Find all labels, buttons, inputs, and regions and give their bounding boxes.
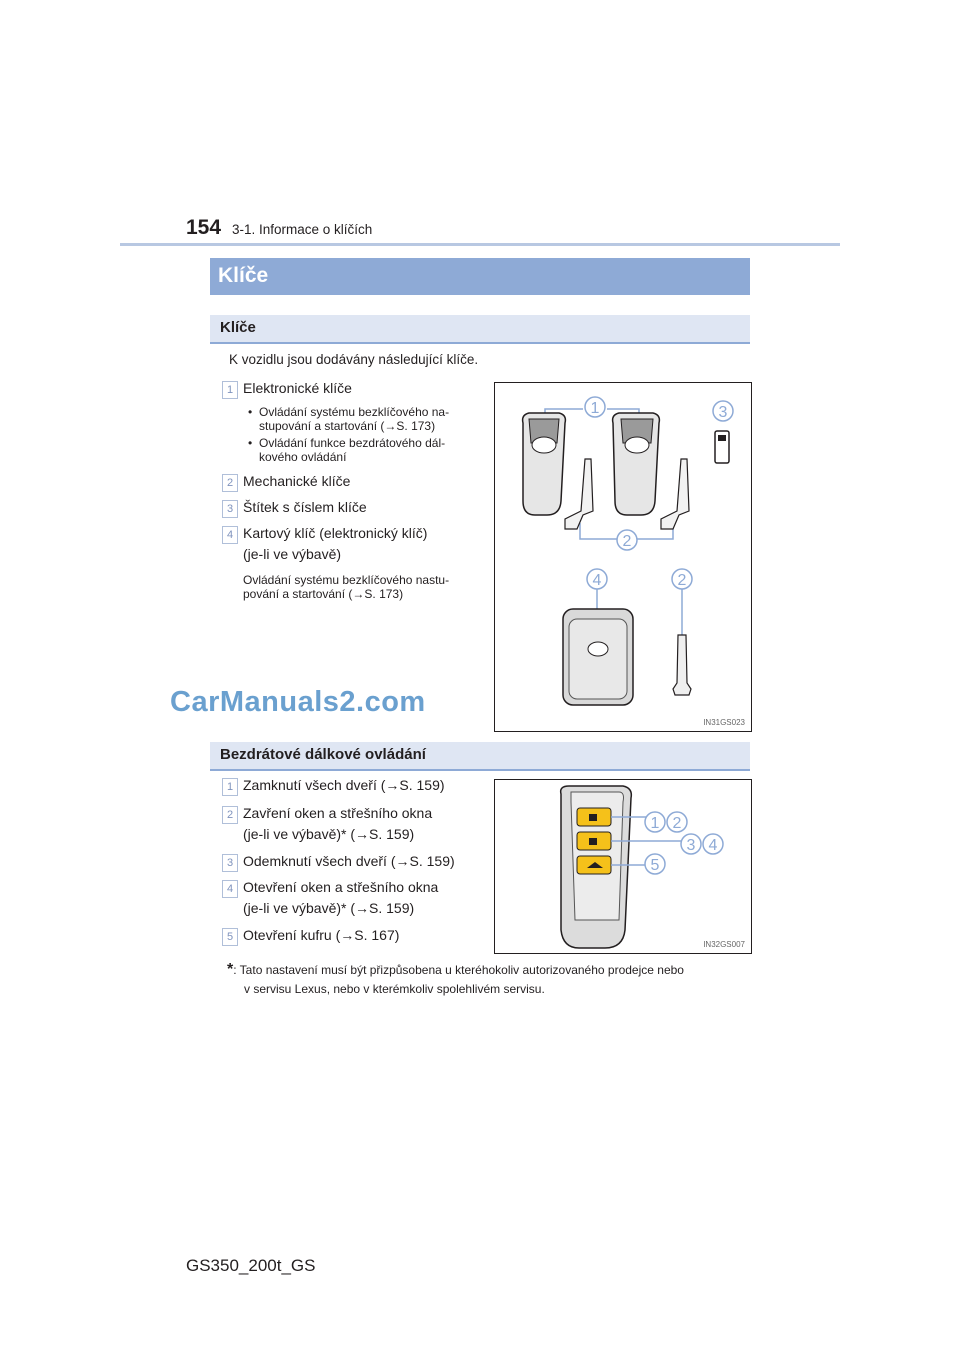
footnote-line: : Tato nastavení musí být přizpůsobena u kteréhokoliv autorizovaného prodejce nebo <box>233 963 684 977</box>
bullet-line: Ovládání systému bezklíčového na- <box>259 405 450 419</box>
keys-item-card: Kartový klíč (elektronický klíč) <box>243 525 428 541</box>
figure-code: IN32GS007 <box>703 940 745 949</box>
footnote <box>227 960 752 999</box>
page-number: 154 <box>186 216 222 239</box>
callout-label: 1 <box>650 815 660 832</box>
item-number: 2 <box>222 806 238 824</box>
lock-icon <box>589 814 597 821</box>
callout-label: 2 <box>677 572 687 589</box>
keys-item-card-availability: (je-li ve výbavě) <box>243 546 342 562</box>
item-number: 4 <box>222 880 238 898</box>
callout-label: 3 <box>686 837 696 854</box>
callout-label: 3 <box>718 404 728 421</box>
keys-subtitle-bar <box>210 315 750 344</box>
item-number: 3 <box>222 500 238 518</box>
remote-figure <box>494 779 752 954</box>
header-rule <box>120 243 840 246</box>
section-title: Klíče <box>218 264 269 287</box>
bullet-line: kového ovládání <box>259 450 347 464</box>
card-note <box>243 573 478 601</box>
footer-model: GS350_200t_GS <box>186 1256 316 1275</box>
remote-item-unlock: Odemknutí všech dveří (→S. 159) <box>243 853 455 869</box>
remote-item-open-windows-note: (je-li ve výbavě)* (→S. 159) <box>243 900 415 916</box>
figure-code: IN31GS023 <box>703 718 745 727</box>
keys-item-electronic: Elektronické klíče <box>243 380 352 396</box>
mechanical-key-icon <box>673 635 691 695</box>
keys-intro: K vozidlu jsou dodávány následující klíče. <box>229 352 479 367</box>
keys-figure <box>494 382 752 732</box>
bullet-line: Ovládání funkce bezdrátového dál- <box>259 436 446 450</box>
callout-label: 4 <box>592 572 602 589</box>
electronic-key-icon <box>613 413 689 529</box>
footnote-line: v servisu Lexus, nebo v kterémkoliv spolehlivém servisu. <box>244 982 545 996</box>
callout-label: 5 <box>650 857 660 874</box>
card-note-line: pování a startování (→S. 173) <box>243 587 404 601</box>
bullet-line: stupování a startování (→S. 173) <box>259 419 436 433</box>
remote-subtitle-bar <box>210 742 750 771</box>
callout-label: 2 <box>622 533 632 550</box>
card-note-line: Ovládání systému bezklíčového nastu- <box>243 573 450 587</box>
callout-label: 1 <box>590 400 600 417</box>
item-number: 5 <box>222 928 238 946</box>
callout-label: 2 <box>672 815 682 832</box>
item-number: 4 <box>222 526 238 544</box>
item-number: 1 <box>222 778 238 796</box>
keys-item-mechanical: Mechanické klíče <box>243 473 351 489</box>
keys-subtitle: Klíče <box>220 319 256 336</box>
section-title-bar <box>210 258 750 295</box>
item-number: 3 <box>222 854 238 872</box>
remote-item-open-windows: Otevření oken a střešního okna <box>243 879 439 895</box>
card-key-icon <box>563 609 633 705</box>
remote-illustration <box>495 780 751 953</box>
remote-item-trunk: Otevření kufru (→S. 167) <box>243 927 400 943</box>
item-number: 2 <box>222 474 238 492</box>
watermark: CarManuals2.com <box>170 686 426 718</box>
remote-item-close-windows: Zavření oken a střešního okna <box>243 805 433 821</box>
callout-label: 4 <box>708 837 718 854</box>
footnote-mark: * <box>227 961 234 978</box>
remote-key-icon <box>561 786 632 948</box>
item-number: 1 <box>222 381 238 399</box>
keys-item-plate: Štítek s číslem klíče <box>243 499 367 515</box>
remote-subtitle: Bezdrátové dálkové ovládání <box>220 746 426 763</box>
keys-illustration <box>495 383 751 731</box>
remote-item-close-windows-note: (je-li ve výbavě)* (→S. 159) <box>243 826 415 842</box>
remote-item-lock: Zamknutí všech dveří (→S. 159) <box>243 777 445 793</box>
unlock-icon <box>589 838 597 845</box>
chapter-title: 3-1. Informace o klíčích <box>232 222 373 237</box>
electronic-key-icon <box>523 413 593 529</box>
